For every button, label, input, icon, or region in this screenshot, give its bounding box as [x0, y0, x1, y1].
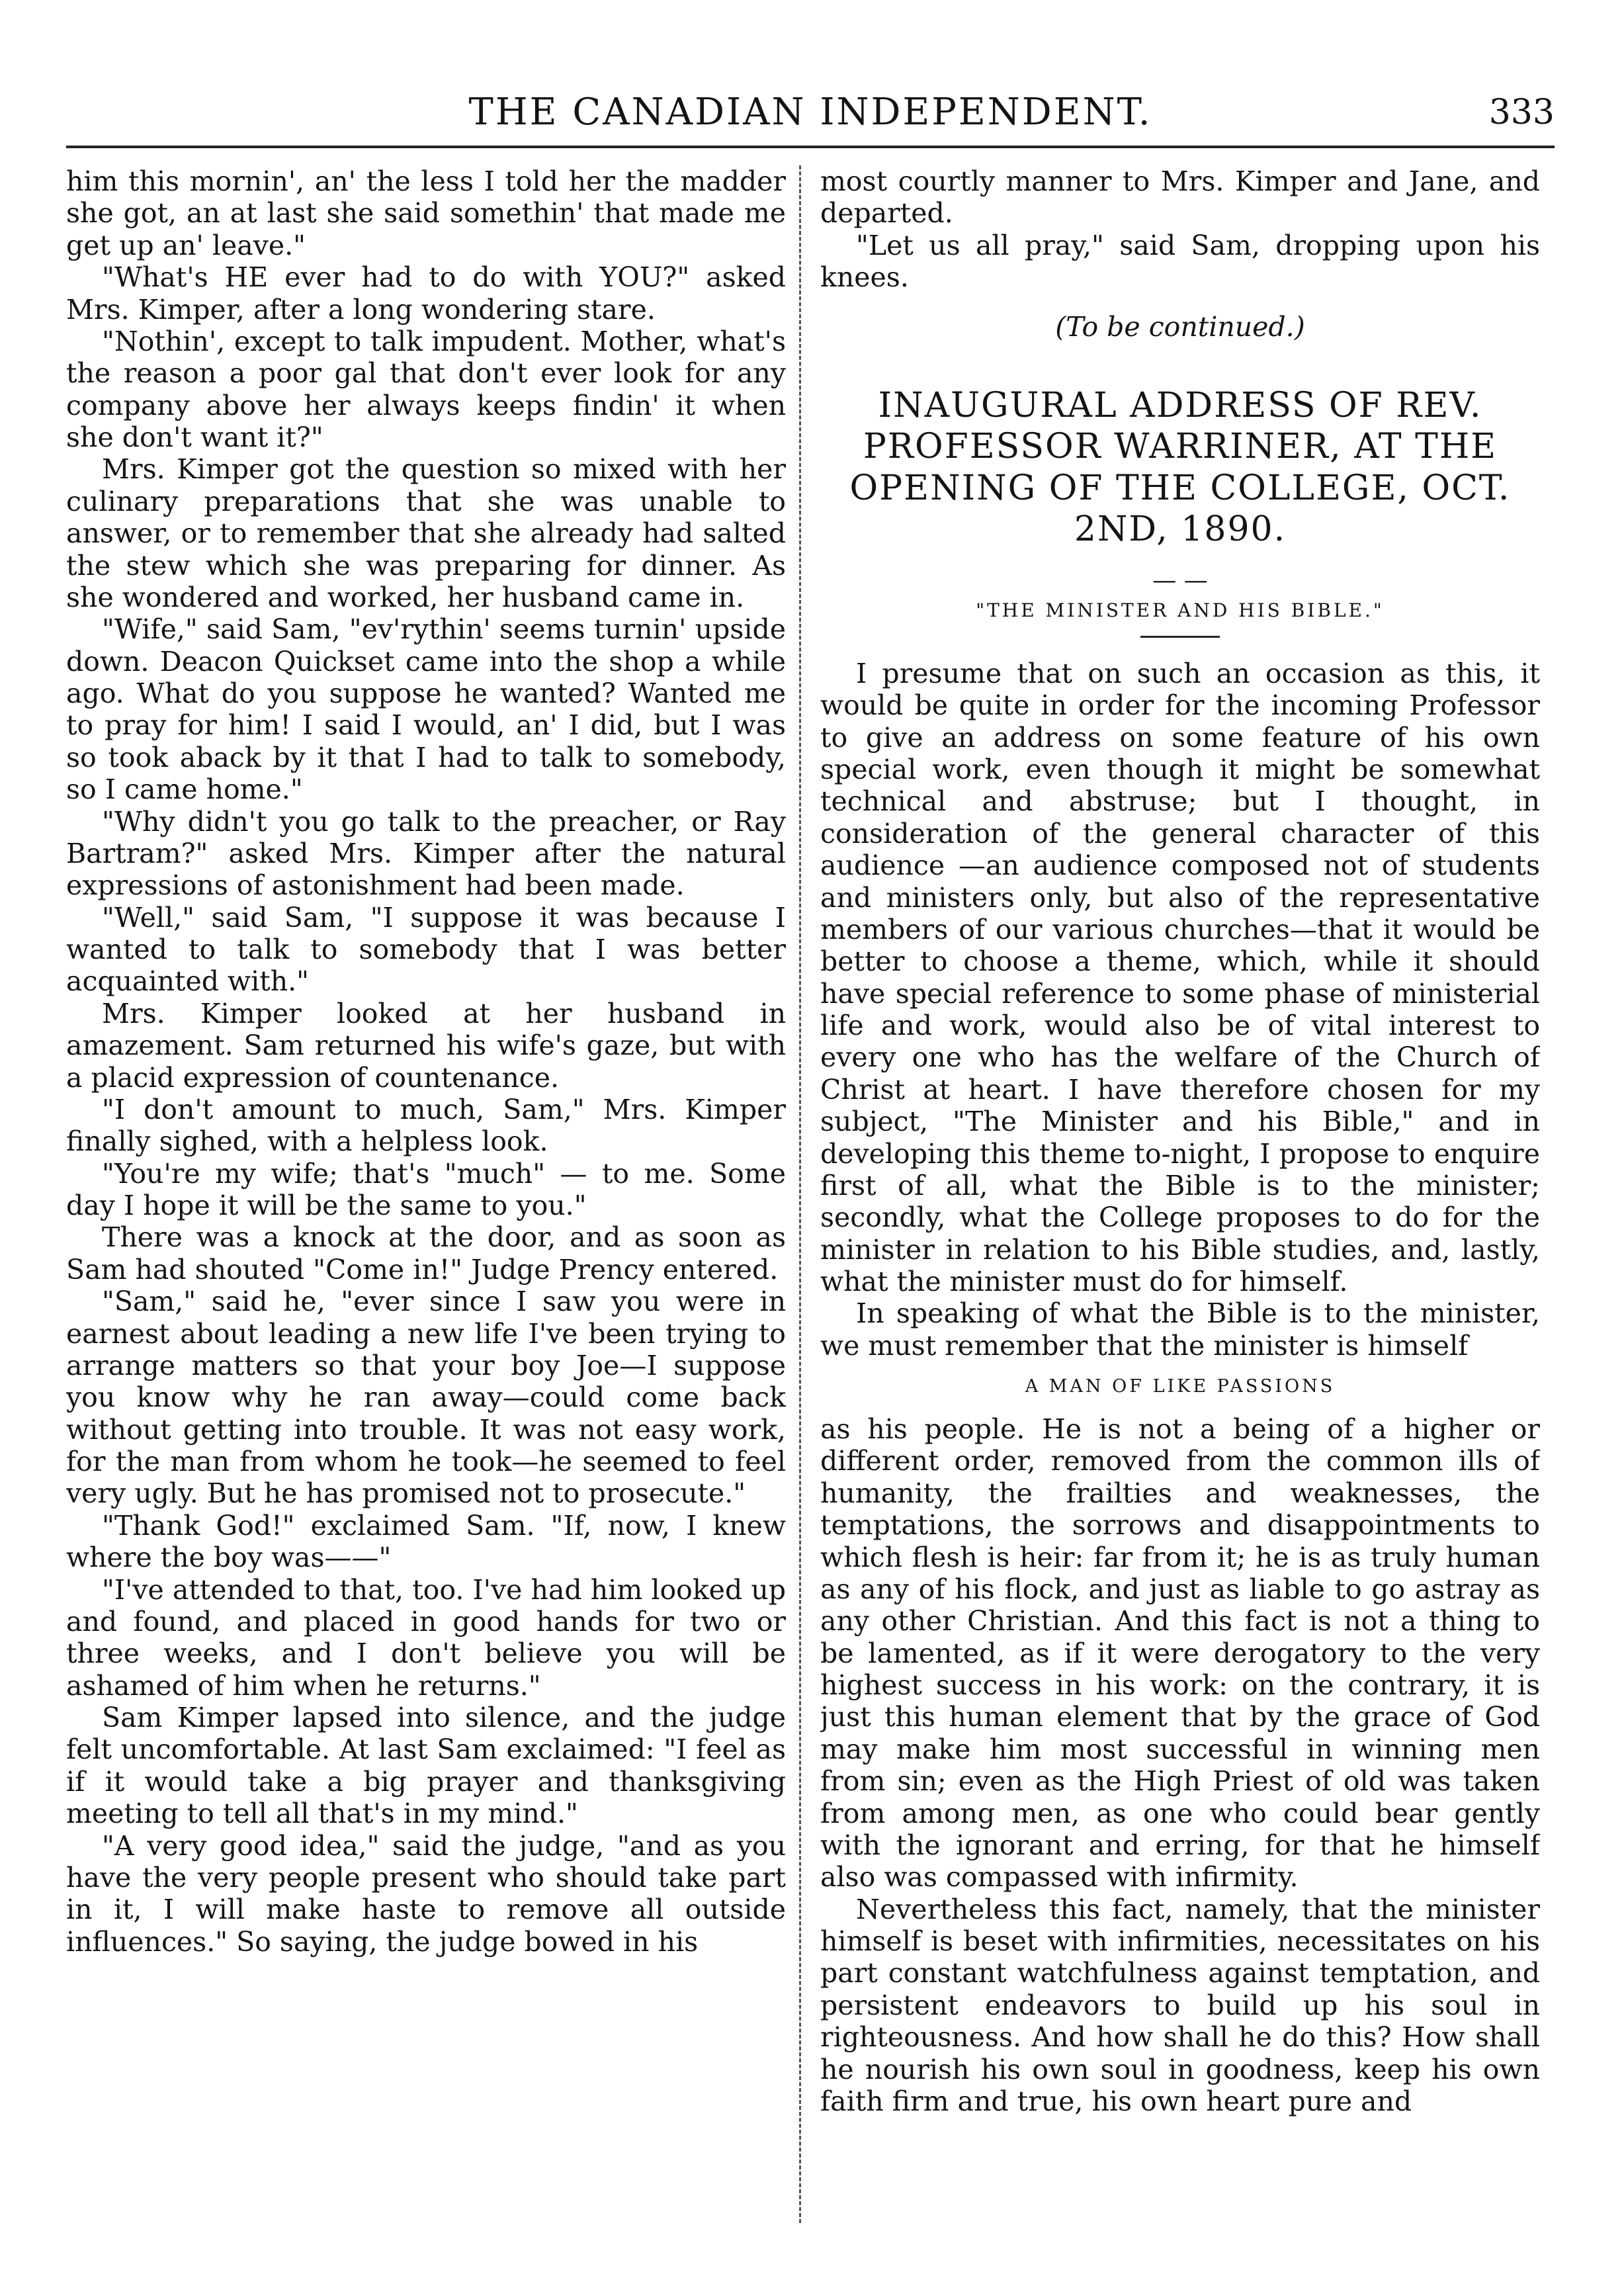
paragraph: "What's HE ever had to do with YOU?" asked Mrs. Kimper, after a long wondering stare. [66, 261, 786, 326]
article-title: INAUGURAL ADDRESS OF REV. PROFESSOR WARRINER, AT THE OPENING OF THE COLLEGE, OCT. 2ND, 1890. [849, 385, 1511, 550]
article-subtitle: "THE MINISTER AND HIS BIBLE." [976, 599, 1385, 621]
journal-title: THE CANADIAN INDEPENDENT. [468, 91, 1152, 134]
paragraph: most courtly manner to Mrs. Kimper and Jane, and departed. [820, 165, 1540, 230]
paragraph: Mrs. Kimper looked at her husband in amazement. Sam returned his wife's gaze, but with a placid expression of countenance. [66, 997, 786, 1094]
short-rule [1140, 636, 1220, 638]
header-rule [66, 146, 1555, 148]
right-column [820, 165, 1540, 2230]
continued-note: (To be continued.) [1055, 310, 1305, 343]
paragraph: "You're my wife; that's "much" — to me. Some day I hope it will be the same to you." [66, 1157, 786, 1221]
paragraph: "Sam," said he, "ever since I saw you were in earnest about leading a new life I've been trying to arrange matters so that your boy Joe—I suppose you know why he ran away—could come back without getting into trouble. It was not easy work, for the man from whom he took—he seemed to feel very ugly. But he has promised not to prosecute." [66, 1286, 786, 1510]
paragraph: "I don't amount to much, Sam," Mrs. Kimper finally sighed, with a helpless look. [66, 1093, 786, 1158]
paragraph: Mrs. Kimper got the question so mixed with her culinary preparations that she was unable to answer, or to remember that she already had salted the stew which she was preparing for dinner. As she wondered and worked, her husband came in. [66, 453, 786, 613]
paragraph: "Thank God!" exclaimed Sam. "If, now, I knew where the boy was——" [66, 1509, 786, 1574]
title-dash: — — [1152, 567, 1208, 595]
paragraph: "A very good idea," said the judge, "and as you have the very people present who should take part in it, I will make haste to remove all outside influences." So saying, the judge bowed in his [66, 1829, 786, 1958]
paragraph: "Why didn't you go talk to the preacher, or Ray Bartram?" asked Mrs. Kimper after the natural expressions of astonishment had been made. [66, 805, 786, 902]
paragraph: as his people. He is not a being of a higher or different order, removed from the common ills of humanity, the frailties and weaknesses, the temptations, the sorrows and disappointments to which flesh is heir: far from it; he is as truly human as any of his flock, and just as liable to go astray as any other Christian. And this fact is not a thing to be lamented, as if it were derogatory to the very highest success in his work: on the contrary, it is just this human element that by the grace of God may make him most successful in winning men from sin; even as the High Priest of old was taken from among men, as one who could bear gently with the ignorant and erring, for that he himself also was compassed with infirmity. [820, 1413, 1540, 1894]
paragraph: "Let us all pray," said Sam, dropping upon his knees. [820, 229, 1540, 294]
paragraph: "Nothin', except to talk impudent. Mother, what's the reason a poor gal that don't ever look for any company above her always keeps findin' it when she don't want it?" [66, 325, 786, 453]
paragraph: Sam Kimper lapsed into silence, and the judge felt uncomfortable. At last Sam exclaimed: "I feel as if it would take a big prayer and thanksgiving meeting to tell all that's in my mind." [66, 1702, 786, 1830]
paragraph: Nevertheless this fact, namely, that the minister himself is beset with infirmities, necessitates on his part constant watchfulness against temptation, and persistent endeavors to build up his soul in righteousness. And how shall he do this? How shall he nourish his own soul in goodness, keep his own faith firm and true, his own heart pure and [820, 1893, 1540, 2117]
paragraph: There was a knock at the door, and as soon as Sam had shouted "Come in!" Judge Prency entered. [66, 1221, 786, 1286]
side-heading: A MAN OF LIKE PASSIONS [1025, 1376, 1336, 1397]
paragraph: "Wife," said Sam, "ev'rythin' seems turnin' upside down. Deacon Quickset came into the shop a while ago. What do you suppose he wanted? Wanted me to pray for him! I said I would, an' I did, but I was so took aback by it that I had to talk to somebody, so I came home." [66, 613, 786, 806]
column-divider [799, 165, 801, 2223]
running-header [66, 86, 1555, 152]
paragraph: "Well," said Sam, "I suppose it was because I wanted to talk to somebody that I was better acquainted with." [66, 901, 786, 998]
paragraph: In speaking of what the Bible is to the minister, we must remember that the minister is himself [820, 1297, 1540, 1362]
left-column [66, 165, 786, 2230]
paragraph: him this mornin', an' the less I told her the madder she got, an at last she said somethin' that made me get up an' leave." [66, 165, 786, 261]
paragraph: "I've attended to that, too. I've had him looked up and found, and placed in good hands for two or three weeks, and I don't believe you will be ashamed of him when he returns." [66, 1573, 786, 1702]
page-number: 333 [1488, 93, 1555, 132]
paragraph: I presume that on such an occasion as this, it would be quite in order for the incoming Professor to give an address on some feature of his own special work, even though it might be somewhat technical and abstruse; but I thought, in consideration of the general character of this audience —an audience composed not of students and ministers only, but also of the representative members of our various churches—that it would be better to choose a theme, which, while it should have special reference to some phase of ministerial life and work, would also be of vital interest to every one who has the welfare of the Church of Christ at heart. I have therefore chosen for my subject, "The Minister and his Bible," and in developing this theme to-night, I propose to enquire first of all, what the Bible is to the minister; secondly, what the College proposes to do for the minister in relation to his Bible studies, and, lastly, what the minister must do for himself. [820, 657, 1540, 1298]
